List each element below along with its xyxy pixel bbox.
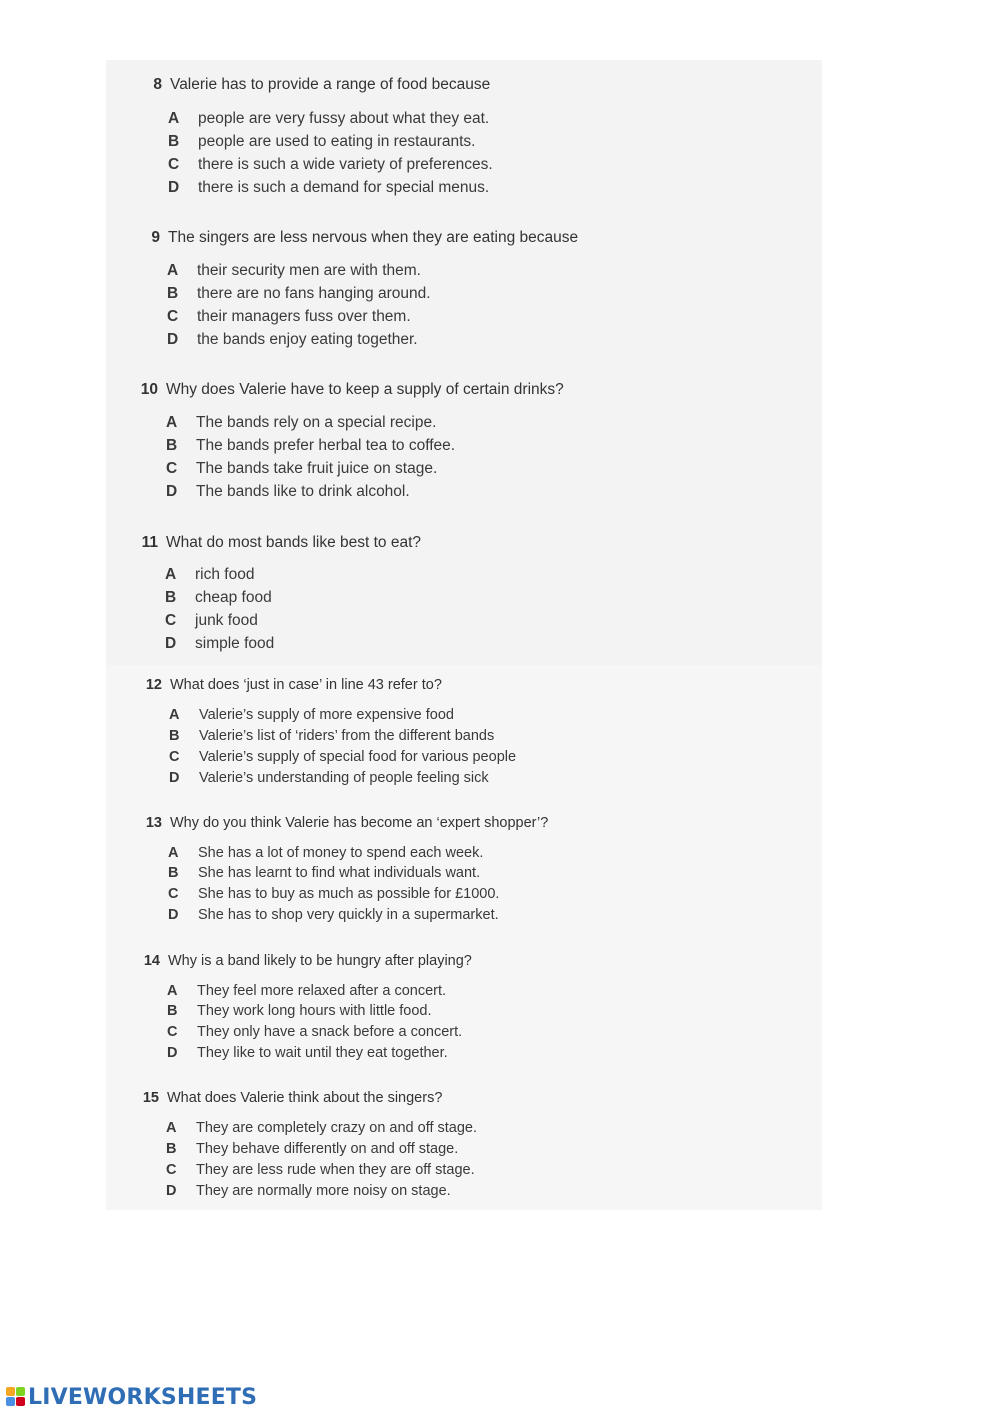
question-text: 8 Valerie has to provide a range of food because — [170, 76, 490, 94]
question-number: 14 — [143, 953, 160, 969]
question-text: 10 Why does Valerie have to keep a supply of certain drinks? — [166, 381, 564, 399]
option-d[interactable]: D Valerie’s understanding of people feeling sick — [169, 770, 489, 786]
option-b[interactable]: B They behave differently on and off stage. — [166, 1141, 459, 1157]
option-b[interactable]: B The bands prefer herbal tea to coffee. — [166, 437, 456, 454]
option-b[interactable]: B She has learnt to find what individuals want. — [168, 865, 481, 881]
option-c[interactable]: C The bands take fruit juice on stage. — [166, 460, 438, 477]
question-text: 13 Why do you think Valerie has become an ‘expert shopper’? — [170, 815, 548, 831]
question-number: 11 — [141, 534, 158, 551]
option-d[interactable]: D the bands enjoy eating together. — [167, 331, 418, 348]
question-number: 8 — [153, 76, 162, 93]
option-c[interactable]: C She has to buy as much as possible for £1000. — [168, 886, 500, 902]
question-number: 13 — [145, 815, 162, 831]
question-number: 15 — [142, 1090, 159, 1106]
option-c[interactable]: C junk food — [165, 612, 258, 629]
option-a[interactable]: A Valerie’s supply of more expensive food — [169, 707, 454, 723]
option-a[interactable]: A They are completely crazy on and off stage. — [166, 1120, 478, 1136]
option-c[interactable]: C They only have a snack before a concert. — [167, 1024, 463, 1040]
option-b[interactable]: B Valerie’s list of ‘riders’ from the different bands — [169, 728, 495, 744]
question-text: 12 What does ‘just in case’ in line 43 refer to? — [170, 677, 442, 693]
option-d[interactable]: D She has to shop very quickly in a supermarket. — [168, 907, 499, 923]
question-number: 12 — [145, 677, 162, 693]
option-c[interactable]: C there is such a wide variety of preferences. — [168, 156, 493, 173]
option-b[interactable]: B people are used to eating in restaurants. — [168, 133, 476, 150]
option-c[interactable]: C They are less rude when they are off stage. — [166, 1162, 475, 1178]
option-d[interactable]: D there is such a demand for special menus. — [168, 179, 490, 196]
question-number: 10 — [140, 381, 158, 398]
option-d[interactable]: D They are normally more noisy on stage. — [166, 1183, 451, 1199]
liveworksheets-logo[interactable] — [6, 1380, 257, 1414]
option-a[interactable]: A She has a lot of money to spend each week. — [168, 845, 484, 861]
option-a[interactable]: A their security men are with them. — [167, 262, 421, 279]
option-d[interactable]: D The bands like to drink alcohol. — [166, 483, 410, 500]
option-a[interactable]: A They feel more relaxed after a concert. — [167, 983, 447, 999]
option-b[interactable]: B cheap food — [165, 589, 272, 606]
option-a[interactable]: A The bands rely on a special recipe. — [166, 414, 437, 431]
option-b[interactable]: B They work long hours with little food. — [167, 1003, 432, 1019]
question-text: 15 What does Valerie think about the singers? — [167, 1090, 442, 1106]
option-d[interactable]: D They like to wait until they eat together. — [167, 1045, 448, 1061]
option-a[interactable]: A people are very fussy about what they eat. — [168, 110, 490, 127]
logo-squares-icon — [6, 1387, 26, 1407]
logo-text: LIVEWORKSHEETS — [28, 1384, 258, 1410]
option-c[interactable]: C Valerie’s supply of special food for various people — [169, 749, 517, 765]
option-c[interactable]: C their managers fuss over them. — [167, 308, 411, 325]
option-b[interactable]: B there are no fans hanging around. — [167, 285, 431, 302]
option-d[interactable]: D simple food — [165, 635, 275, 652]
question-number: 9 — [151, 229, 160, 246]
question-text: 9 The singers are less nervous when they are eating because — [168, 229, 578, 247]
question-text: 11 What do most bands like best to eat? — [166, 534, 421, 552]
option-a[interactable]: A rich food — [165, 566, 255, 583]
question-text: 14 Why is a band likely to be hungry after playing? — [168, 953, 472, 969]
